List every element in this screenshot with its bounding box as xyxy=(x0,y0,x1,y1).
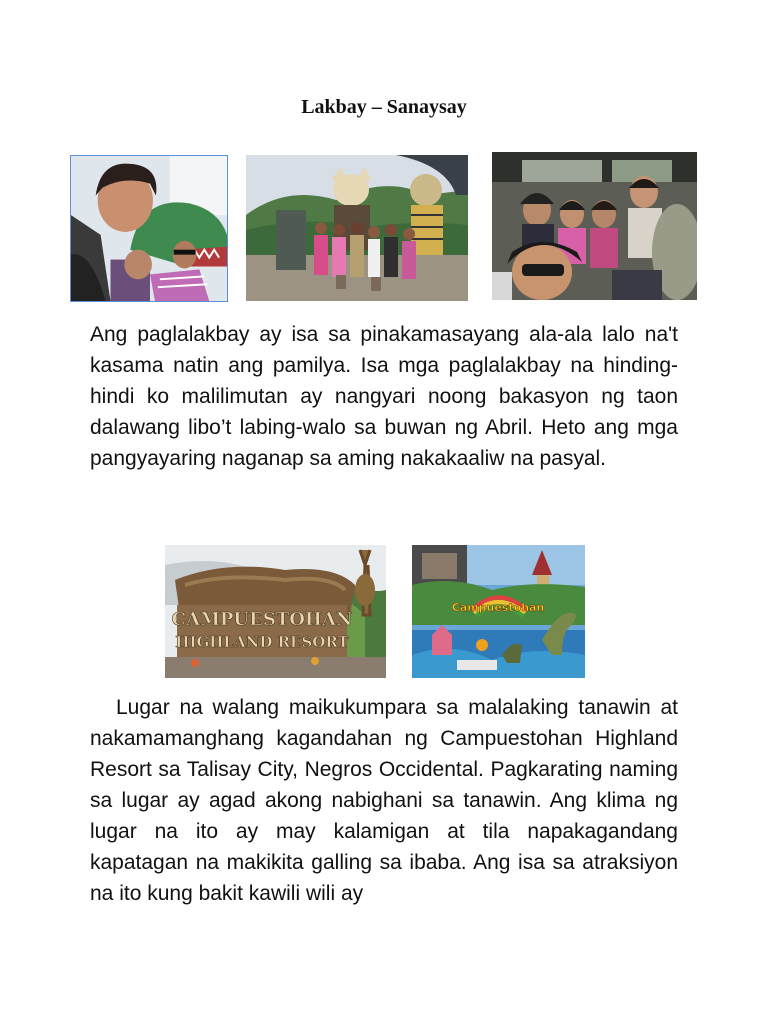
paragraph-2: Lugar na walang maikukumpara sa malalaking tanawin at nakamamanghang kagandahan ng Campuestohan Highland Resort sa Talisay City, Negros Occidental. Pagkarating naming sa lugar ay agad akong nabighani sa tanawin. Ang klima ng lugar na ito ay may kalamigan at tila napakagandang kapatagan na makikita galling sa ibaba. Ang isa sa atraksiyon na ito kung bakit kawili wili ay xyxy=(90,696,678,905)
paragraph-1: Ang paglalakbay ay isa sa pinakamasayang ala-ala lalo na't kasama natin ang pamilya. Isa mga paglalakbay na hinding-hindi ko malilimutan ay nangyari noong bakasyon ng taon dalawang libo’t labing-walo sa buwan ng Abril. Heto ang mga pangyayaring naganap sa aming nakakaaliw na pasyal. xyxy=(90,323,678,470)
poster-logo-text: Campuestohan xyxy=(451,601,545,614)
selfie-dinosaur-photo xyxy=(70,155,228,302)
group-vehicle-photo xyxy=(492,152,697,300)
resort-poster-photo xyxy=(412,545,585,678)
resort-sign-photo xyxy=(165,545,386,678)
page-title: Lakbay – Sanaysay xyxy=(301,96,467,118)
sign-text-line1: CAMPUESTOHAN xyxy=(171,609,353,630)
sign-text-line2: HIGHLAND RESORT xyxy=(175,633,349,651)
group-statues-photo xyxy=(246,155,468,301)
